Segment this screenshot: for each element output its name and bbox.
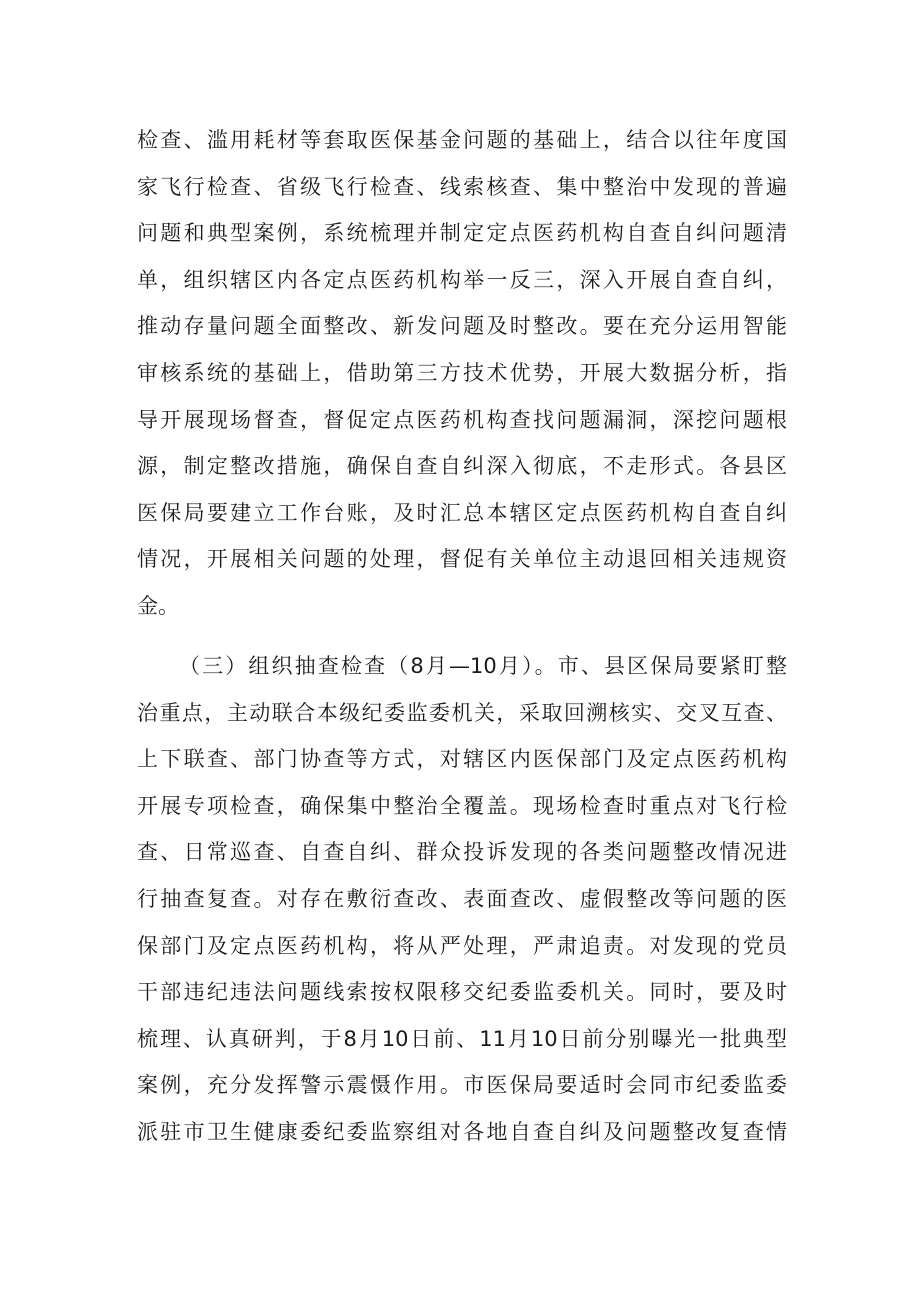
text-line: 情况，开展相关问题的处理，督促有关单位主动退回相关违规资 <box>137 547 787 572</box>
text-line: 单，组织辖区内各定点医药机构举一反三，深入开展自查自纠， <box>137 267 787 292</box>
text-line: 开展专项检查，确保集中整治全覆盖。现场检查时重点对飞行检 <box>137 793 787 818</box>
paragraph-spot-check <box>137 643 787 1156</box>
text-line: 审核系统的基础上，借助第三方技术优势，开展大数据分析，指 <box>137 360 787 385</box>
text-line: 源，制定整改措施，确保自查自纠深入彻底，不走形式。各县区 <box>137 454 787 479</box>
text-line: 干部违纪违法问题线索按权限移交纪委监委机关。同时，要及时 <box>137 980 787 1005</box>
section-heading-line: （三）组织抽查检查（8月—10月）。市、县区保局要紧盯整 <box>179 654 787 678</box>
text-line: 治重点，主动联合本级纪委监委机关，采取回溯核实、交叉互查、 <box>137 700 787 725</box>
text-line: 导开展现场督查，督促定点医药机构查找问题漏洞，深挖问题根 <box>137 407 787 432</box>
text-line: 问题和典型案例，系统梳理并制定定点医药机构自查自纠问题清 <box>137 221 787 246</box>
text-line: 医保局要建立工作台账，及时汇总本辖区定点医药机构自查自纠 <box>137 500 787 525</box>
text-line: 推动存量问题全面整改、新发问题及时整改。要在充分运用智能 <box>137 314 787 339</box>
text-line: 查、日常巡查、自查自纠、群众投诉发现的各类问题整改情况进 <box>137 840 787 865</box>
text-line: 梳理、认真研判，于8月10日前、11月10日前分别曝光一批典型 <box>137 1026 787 1051</box>
paragraph-self-inspection <box>137 117 787 630</box>
text-line: 案例，充分发挥警示震慑作用。市医保局要适时会同市纪委监委 <box>137 1073 787 1098</box>
text-line: 保部门及定点医药机构，将从严处理，严肃追责。对发现的党员 <box>137 933 787 958</box>
text-line: 上下联查、部门协查等方式，对辖区内医保部门及定点医药机构 <box>137 747 787 772</box>
text-line: 派驻市卫生健康委纪委监察组对各地自查自纠及问题整改复查情 <box>137 1119 787 1144</box>
text-line: 检查、滥用耗材等套取医保基金问题的基础上，结合以往年度国 <box>137 128 787 152</box>
text-line: 金。 <box>137 593 179 618</box>
text-line: 家飞行检查、省级飞行检查、线索核查、集中整治中发现的普遍 <box>137 174 787 199</box>
text-line: 行抽查复查。对存在敷衍查改、表面查改、虚假整改等问题的医 <box>137 886 787 911</box>
